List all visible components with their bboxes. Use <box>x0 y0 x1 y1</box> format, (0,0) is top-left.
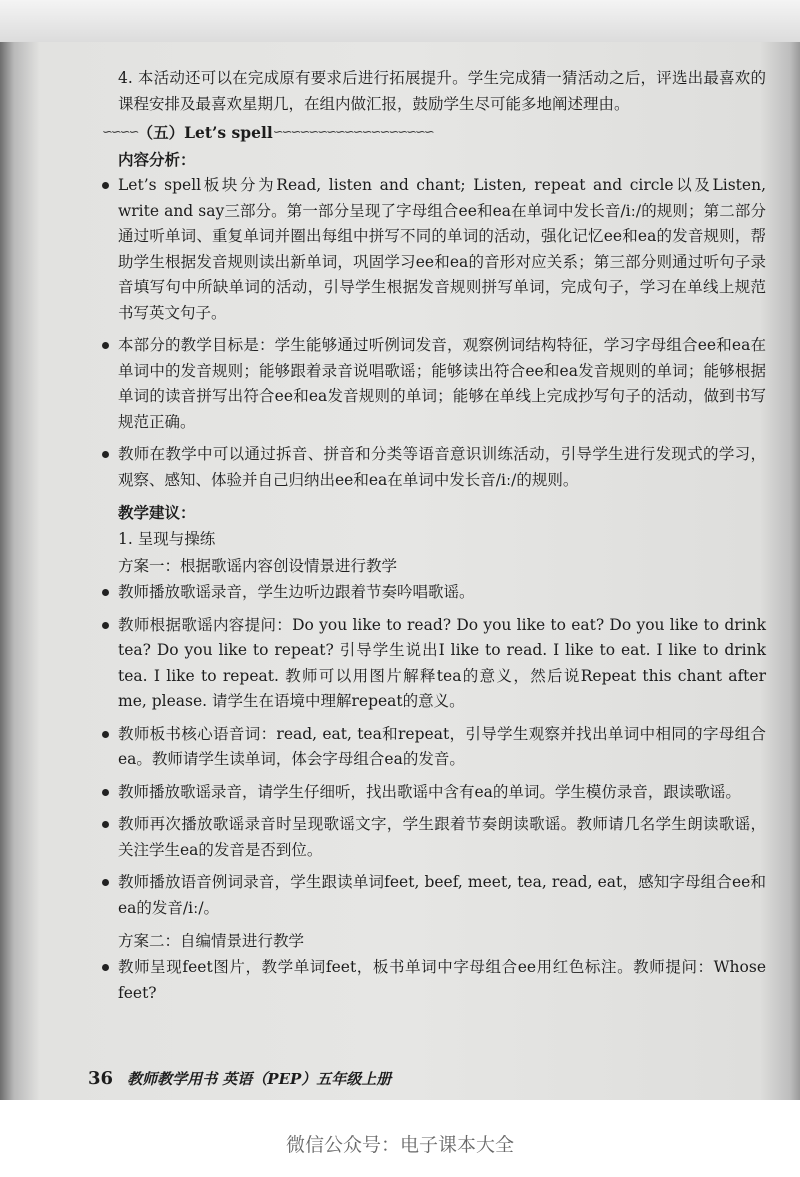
analysis-bullet: Let’s spell板块分为Read, listen and chant; Listen, repeat and circle以及Listen, write and say三部分。第一部分呈现了字母组合ee和ea在单词中发长音/iː/的规则；第二部分通过听单词、重复单词并圈出每组中拼写不同的单词的活动，强化记忆ee和ea的发音规则，帮助学生根据发音规则读出新单词，巩固学习ee和ea的音形对应关系；第三部分则通过听句子录音填写句中所缺单词的活动，引导学生根据发音规则拼写单词，完成句子，学习在单线上规范书写英文句子。 <box>118 173 766 326</box>
bullet-dot-icon <box>102 964 109 971</box>
content-analysis-title: 内容分析： <box>118 150 196 169</box>
page-number: 36 <box>88 1068 114 1089</box>
bullet-dot-icon <box>102 182 109 189</box>
subsection-title: 1. 呈现与操练 <box>118 530 216 548</box>
bullet-dot-icon <box>102 622 109 629</box>
teaching-suggestions-title: 教学建议： <box>118 503 196 522</box>
bullet-dot-icon <box>102 342 109 349</box>
book-title: 教师教学用书 英语（PEP）五年级上册 <box>127 1070 392 1088</box>
wave-ornament-left: ∽∽∽∽ <box>102 125 138 140</box>
watermark-text: 微信公众号：电子课本大全 <box>285 1134 514 1156</box>
plan-1-bullet: 教师播放歌谣录音，学生边听边跟着节奏吟唱歌谣。 <box>118 580 766 606</box>
bullet-dot-icon <box>102 789 109 796</box>
analysis-bullet: 教师在教学中可以通过拆音、拼音和分类等语音意识训练活动，引导学生进行发现式的学习，观察、感知、体验并自己归纳出ee和ea在单词中发长音/iː/的规则。 <box>118 442 766 493</box>
plan-1-bullet: 教师再次播放歌谣录音时呈现歌谣文字，学生跟着节奏朗读歌谣。教师请几名学生朗读歌谣，关注学生ea的发音是否到位。 <box>118 812 766 863</box>
section-title: （五）Let’s spell <box>137 123 273 142</box>
plan-2-bullet: 教师呈现feet图片，教学单词feet，板书单词中字母组合ee用红色标注。教师提问：Whose feet? <box>118 955 766 1006</box>
page-footer <box>88 1068 391 1089</box>
page-content <box>102 66 766 1013</box>
wave-ornament-right: ∽∽∽∽∽∽∽∽∽∽∽∽∽∽∽∽∽∽ <box>272 125 433 140</box>
plan-1-title: 方案一：根据歌谣内容创设情景进行教学 <box>118 557 398 575</box>
plan-1-bullet: 教师根据歌谣内容提问：Do you like to read? Do you like to eat? Do you like to drink tea? Do you like to repeat? 引导学生说出I like to read. I like to eat. I like to drink tea. I like to repeat. 教师可以用图片解释tea的意义，然后说Repeat this chant after me, please. 请学生在语境中理解repeat的意义。 <box>118 613 766 715</box>
plan-1-bullet: 教师播放语音例词录音，学生跟读单词feet, beef, meet, tea, read, eat，感知字母组合ee和ea的发音/iː/。 <box>118 870 766 921</box>
intro-item: 4. 本活动还可以在完成原有要求后进行拓展提升。学生完成猜一猜活动之后，评选出最喜欢的课程安排及最喜欢星期几，在组内做汇报，鼓励学生尽可能多地阐述理由。 <box>118 69 766 113</box>
bullet-dot-icon <box>102 731 109 738</box>
bullet-dot-icon <box>102 589 109 596</box>
analysis-bullet: 本部分的教学目标是：学生能够通过听例词发音，观察例词结构特征，学习字母组合ee和ea在单词中的发音规则；能够跟着录音说唱歌谣；能够读出符合ee和ea发音规则的单词；能够根据单词的读音拼写出符合ee和ea发音规则的单词；能够在单线上完成抄写句子的活动，做到书写规范正确。 <box>118 333 766 435</box>
bullet-dot-icon <box>102 821 109 828</box>
section-heading <box>102 121 766 145</box>
plan-1-bullet: 教师播放歌谣录音，请学生仔细听，找出歌谣中含有ea的单词。学生模仿录音，跟读歌谣。 <box>118 780 766 806</box>
plan-2-title: 方案二：自编情景进行教学 <box>118 932 305 950</box>
bullet-dot-icon <box>102 451 109 458</box>
plan-1-bullet: 教师板书核心语音词：read, eat, tea和repeat，引导学生观察并找出单词中相同的字母组合ea。教师请学生读单词，体会字母组合ea的发音。 <box>118 722 766 773</box>
bullet-dot-icon <box>102 879 109 886</box>
